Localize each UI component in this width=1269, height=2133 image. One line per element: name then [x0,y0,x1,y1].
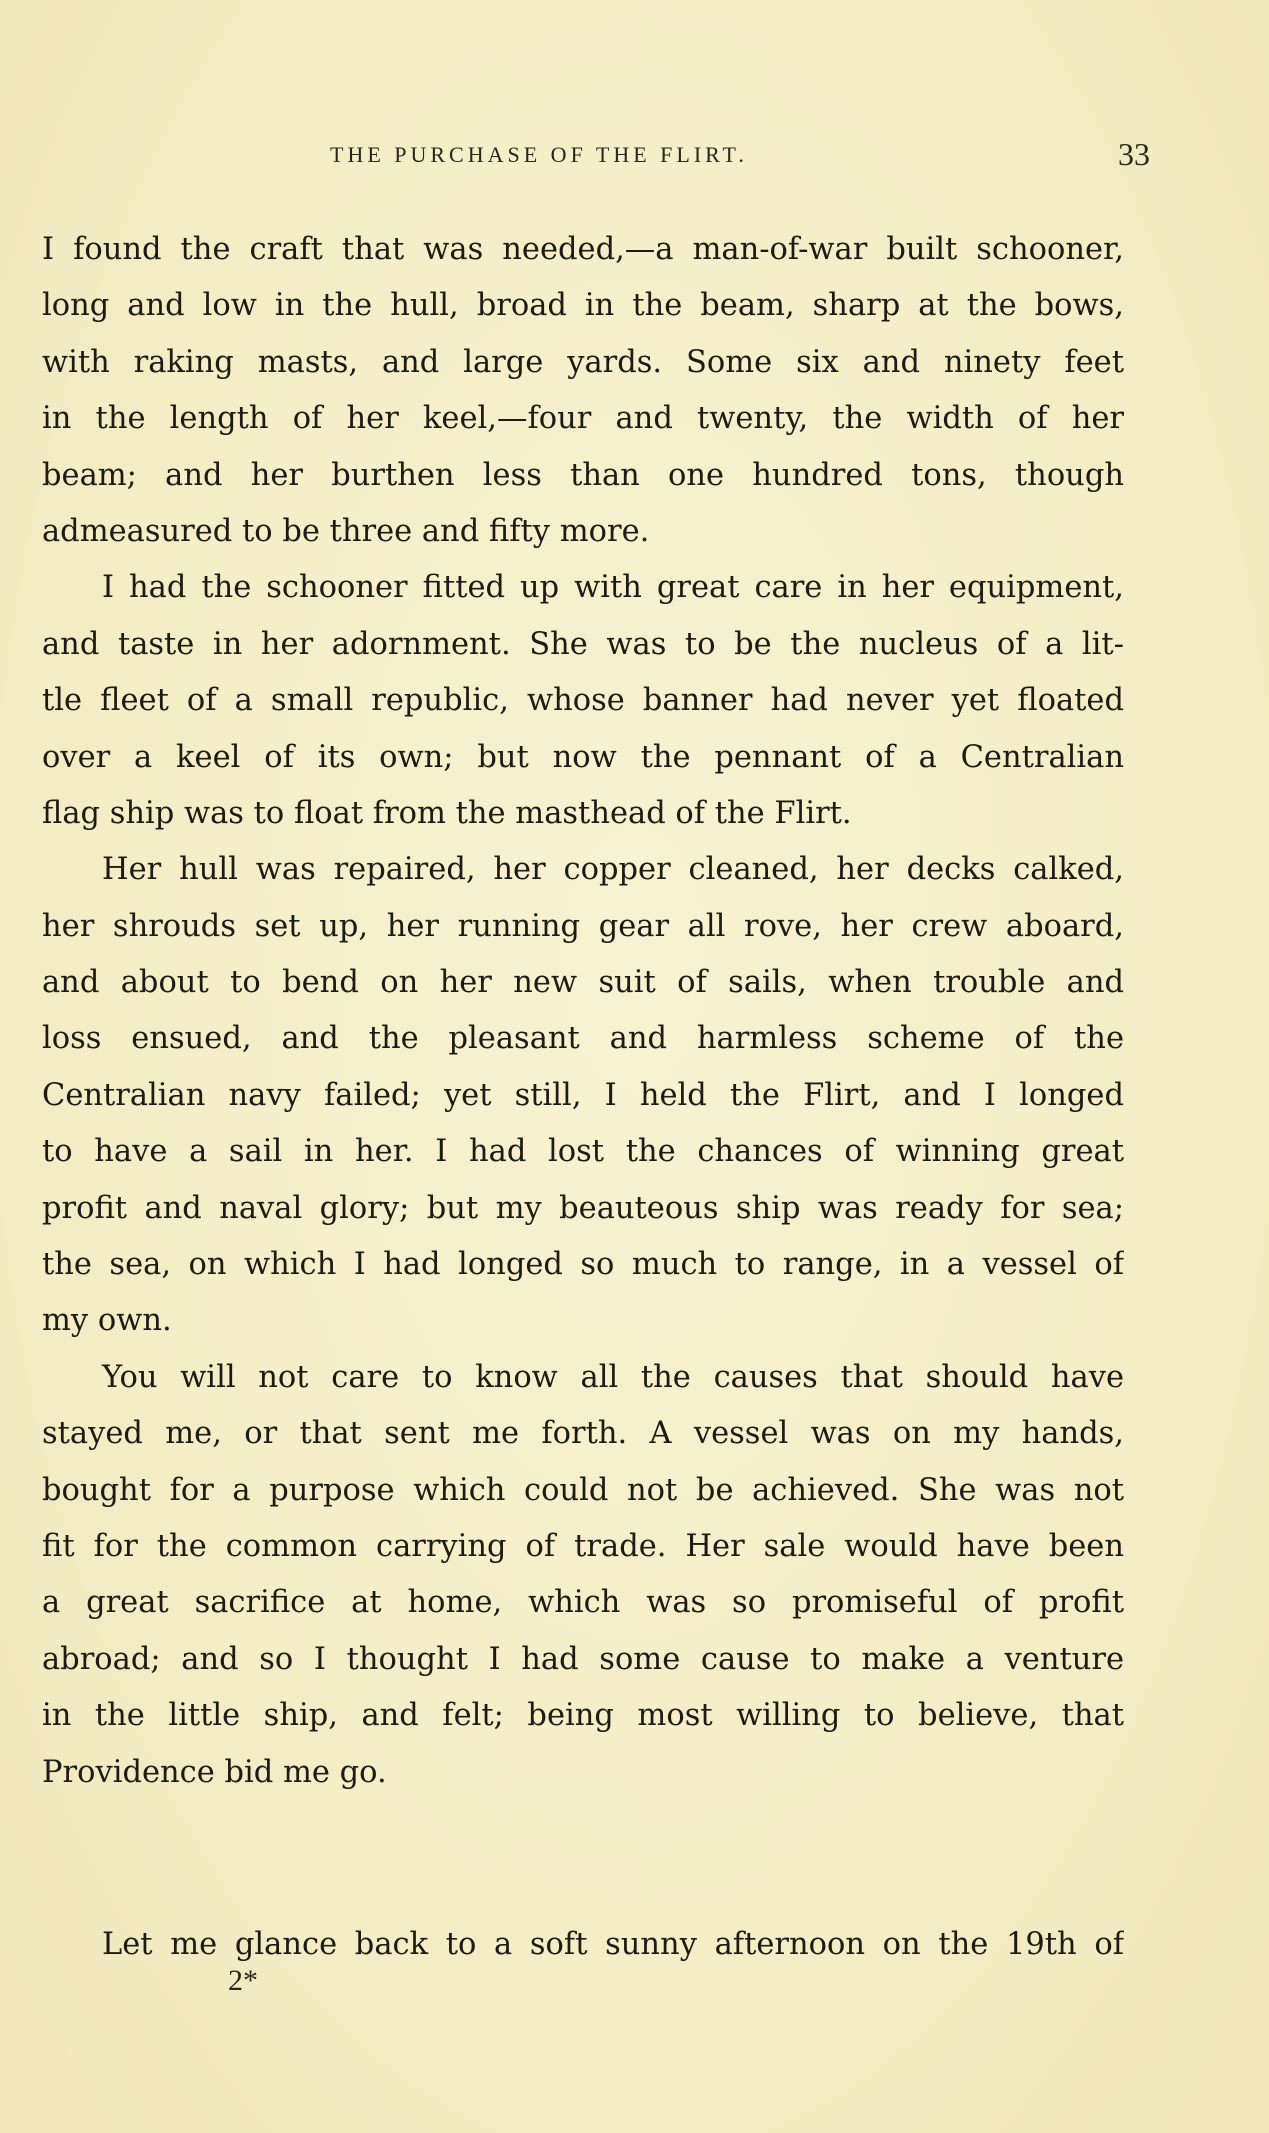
paragraph-1-line: in the length of her keel,—four and twenty, the width of her [42,401,1124,437]
paragraph-4-line: Providence bid me go. [42,1754,387,1790]
paragraph-2-line: tle fleet of a small republic, whose banner had never yet floated [42,683,1124,719]
running-head [40,136,1150,176]
paragraph-1-line: beam; and her burthen less than one hundred tons, though [42,457,1124,493]
paragraph-1-line: I found the craft that was needed,—a man-of-war built schooner, [42,232,1124,267]
paragraph-4-line: You will not care to know all the causes that should have [102,1359,1124,1395]
section-break [42,1801,1124,1917]
signature-mark: 2* [228,1964,258,1997]
paragraph-3-line: to have a sail in her. I had lost the chances of winning great [42,1134,1124,1170]
paragraph-4-line: abroad; and so I thought I had some cause to make a venture [42,1641,1124,1677]
paragraph-1-line: long and low in the hull, broad in the beam, sharp at the bows, [42,288,1124,324]
paragraph-4-line: fit for the common carrying of trade. Her sale would have been [42,1528,1124,1564]
paragraph-5-line: Let me glance back to a soft sunny afternoon on the 19th of [102,1926,1124,1962]
paragraph-3-line: Her hull was repaired, her copper cleaned, her decks calked, [102,852,1124,888]
paragraph-4-line: in the little ship, and felt; being most willing to believe, that [42,1698,1124,1734]
paragraph-2-line: and taste in her adornment. She was to be the nucleus of a lit- [42,626,1124,662]
paragraph-3-line: profit and naval glory; but my beauteous ship was ready for sea; [42,1190,1124,1226]
body-text [42,222,1124,1973]
paragraph-1-line: admeasured to be three and fifty more. [42,513,650,549]
paragraph-3-line: her shrouds set up, her running gear all rove, her crew aboard, [42,908,1124,944]
paragraph-2-line: flag ship was to float from the masthead of the Flirt. [42,795,852,831]
paragraph-2-line: over a keel of its own; but now the pennant of a Centralian [42,739,1124,775]
page-number: 33 [1118,136,1150,172]
paragraph-2-line: I had the schooner fitted up with great care in her equipment, [102,570,1124,606]
running-title: THE PURCHASE OF THE FLIRT. [330,142,748,167]
paragraph-4-line: bought for a purpose which could not be achieved. She was not [42,1472,1124,1508]
paragraph-3-line: and about to bend on her new suit of sails, when trouble and [42,965,1124,1001]
paragraph-3-line: the sea, on which I had longed so much to range, in a vessel of [42,1247,1124,1283]
paragraph-1-line: with raking masts, and large yards. Some six and ninety feet [42,344,1124,380]
paragraph-3-line: loss ensued, and the pleasant and harmless scheme of the [42,1021,1124,1057]
paragraph-3-line: my own. [42,1303,172,1339]
paragraph-3-line: Centralian navy failed; yet still, I held the Flirt, and I longed [42,1077,1124,1113]
paragraph-4-line: a great sacrifice at home, which was so promiseful of profit [42,1585,1124,1621]
paragraph-4-line: stayed me, or that sent me forth. A vessel was on my hands, [42,1416,1124,1452]
